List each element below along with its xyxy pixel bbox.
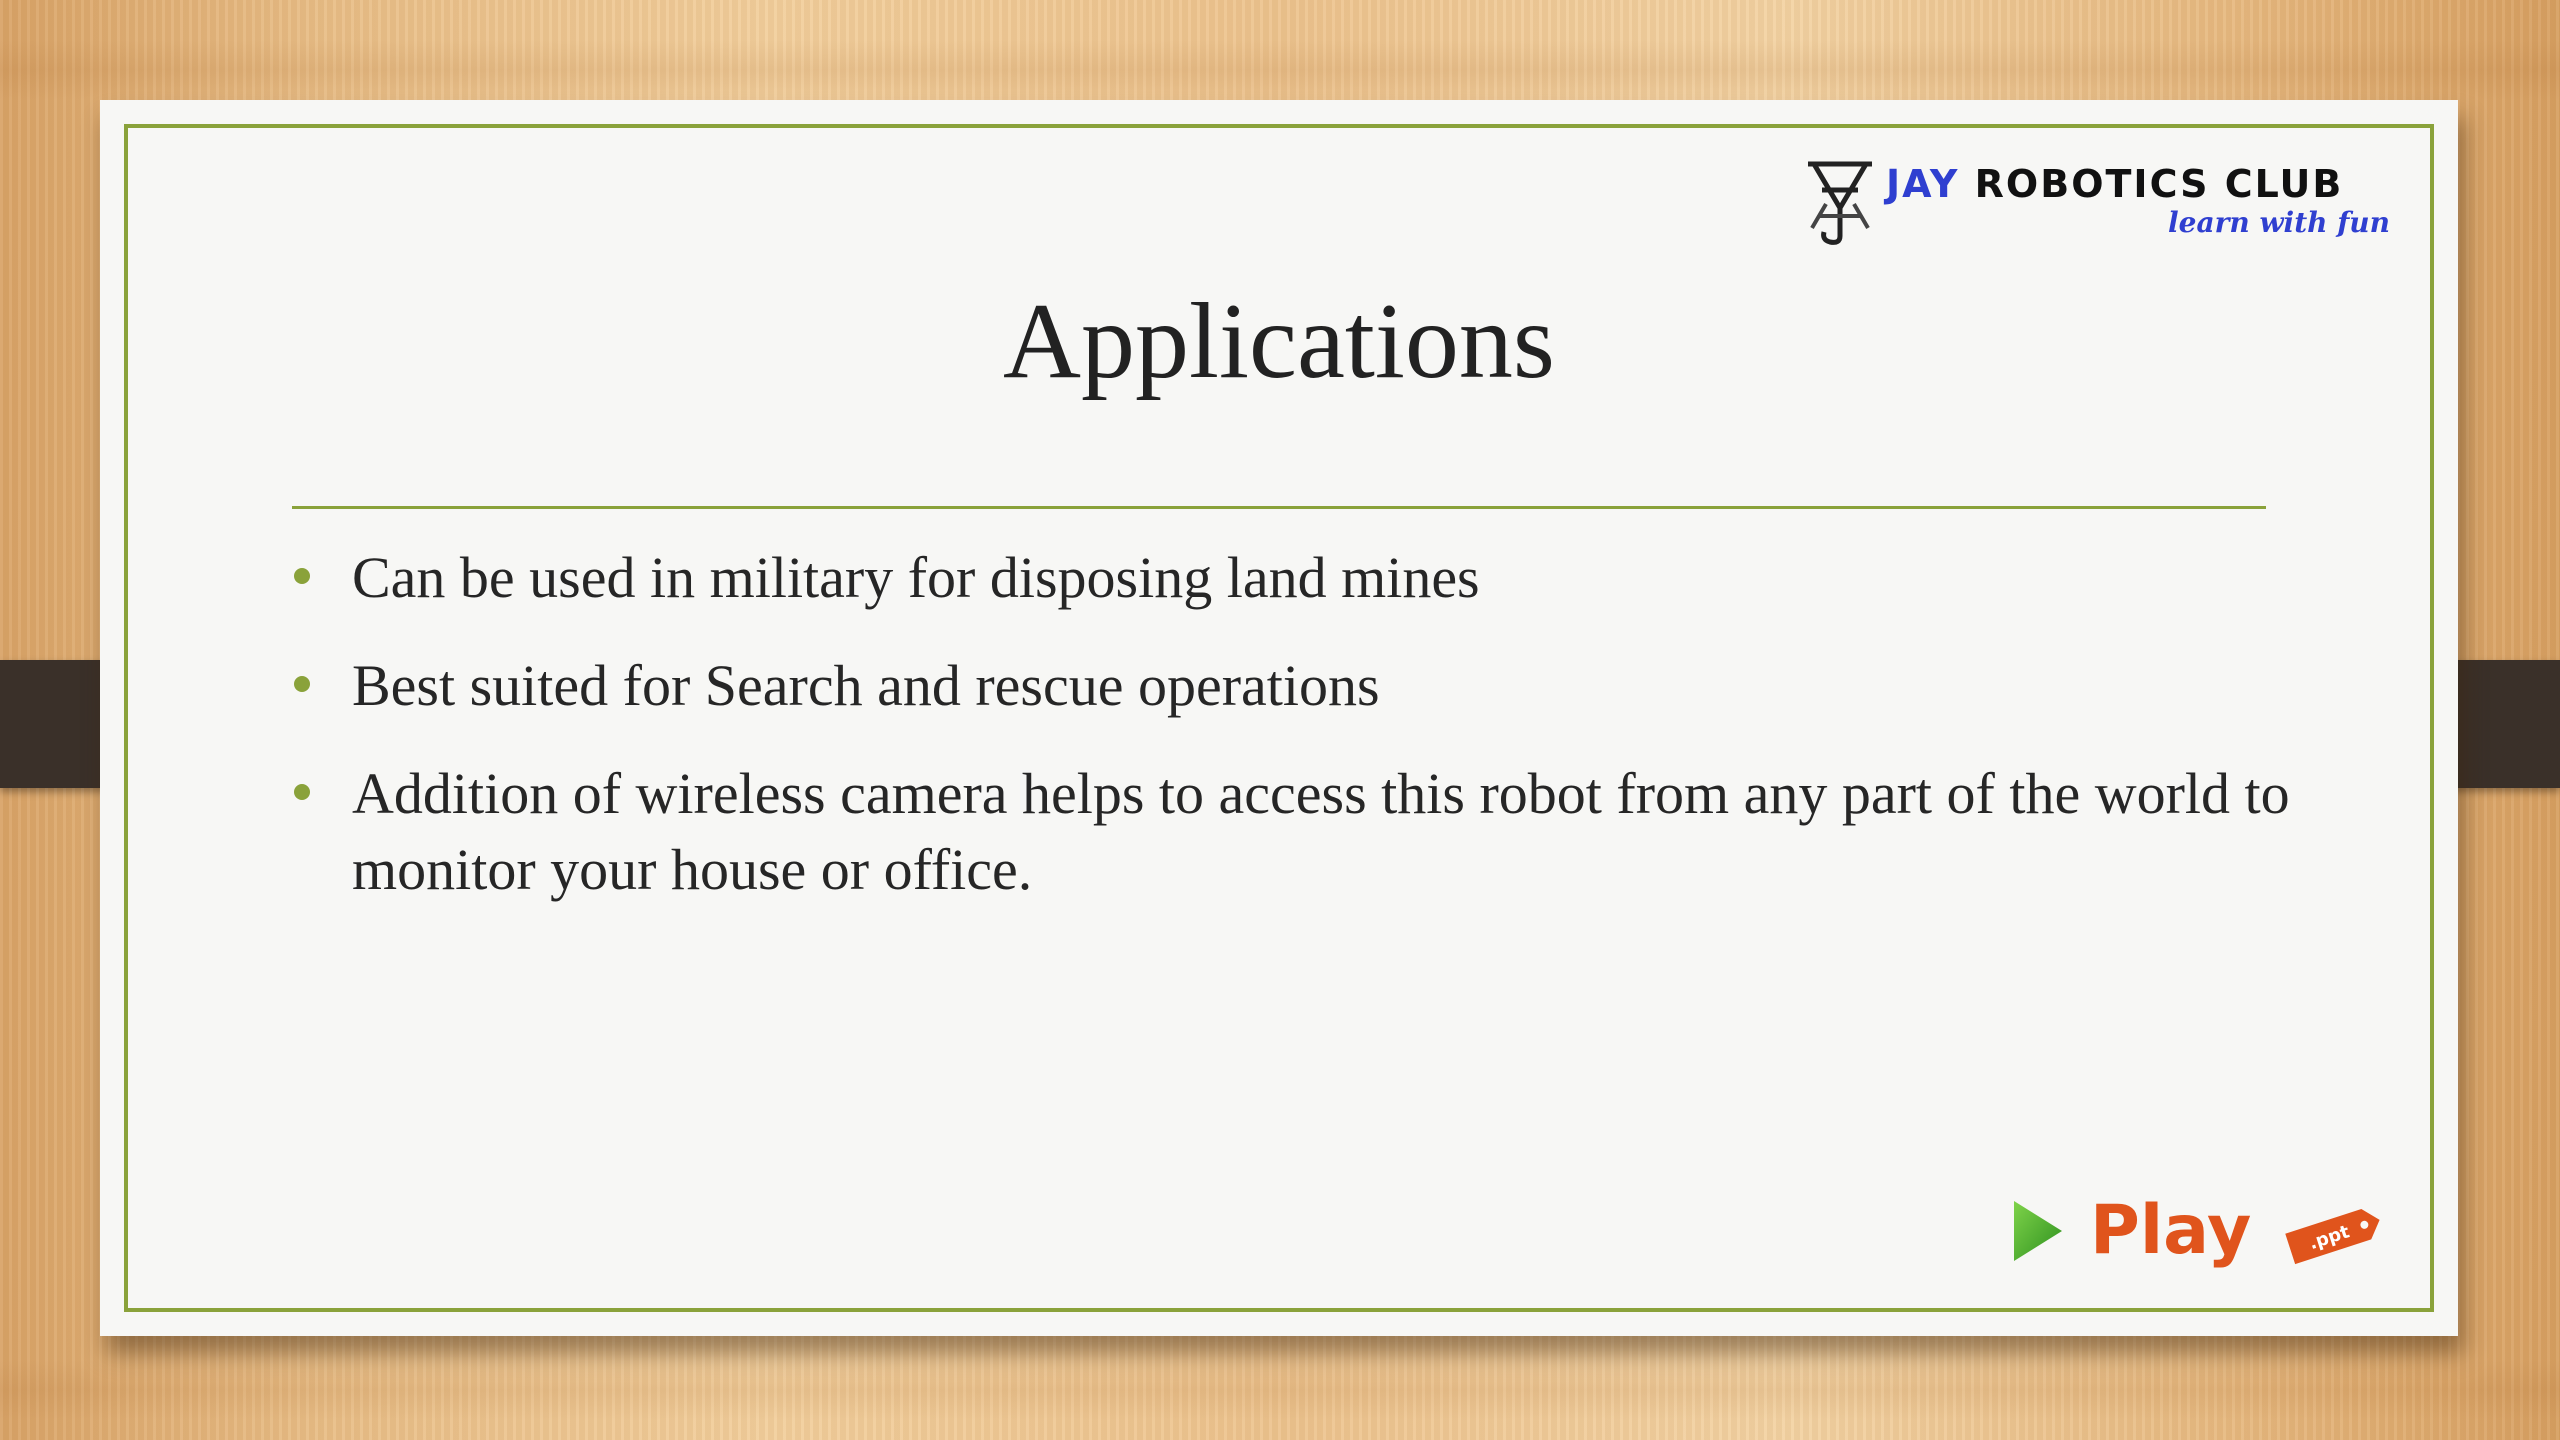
club-name-prefix: JAY [1886, 162, 1960, 206]
club-name-rest: ROBOTICS CLUB [1974, 162, 2344, 206]
playppt-watermark [2010, 1185, 2390, 1285]
ppt-tag-label: .ppt [2306, 1221, 2353, 1255]
bullet-item [292, 540, 2332, 616]
bullet-text: Best suited for Search and rescue operations [352, 653, 1380, 718]
play-triangle-icon [2010, 1197, 2066, 1265]
jay-monogram-icon [1800, 156, 1880, 246]
play-label: Play [2090, 1191, 2252, 1270]
club-name [1886, 162, 2343, 206]
slide-card [100, 100, 2458, 1336]
bullet-list [292, 540, 2332, 940]
bullet-text: Can be used in military for disposing land mines [352, 545, 1480, 610]
bullet-dot-icon [294, 568, 310, 584]
club-tagline: learn with fun [2168, 206, 2390, 239]
bullet-item [292, 756, 2332, 908]
wood-grain [0, 1360, 2560, 1420]
bullet-dot-icon [294, 676, 310, 692]
wood-grain [0, 40, 2560, 100]
title-divider [292, 506, 2266, 509]
bullet-text: Addition of wireless camera helps to access this robot from any part of the world to monitor your house or office. [352, 761, 2290, 902]
club-logo [1800, 156, 2390, 256]
ppt-tag-icon [2278, 1205, 2388, 1265]
bullet-dot-icon [294, 784, 310, 800]
bullet-item [292, 648, 2332, 724]
slide-title: Applications [1003, 282, 1555, 401]
